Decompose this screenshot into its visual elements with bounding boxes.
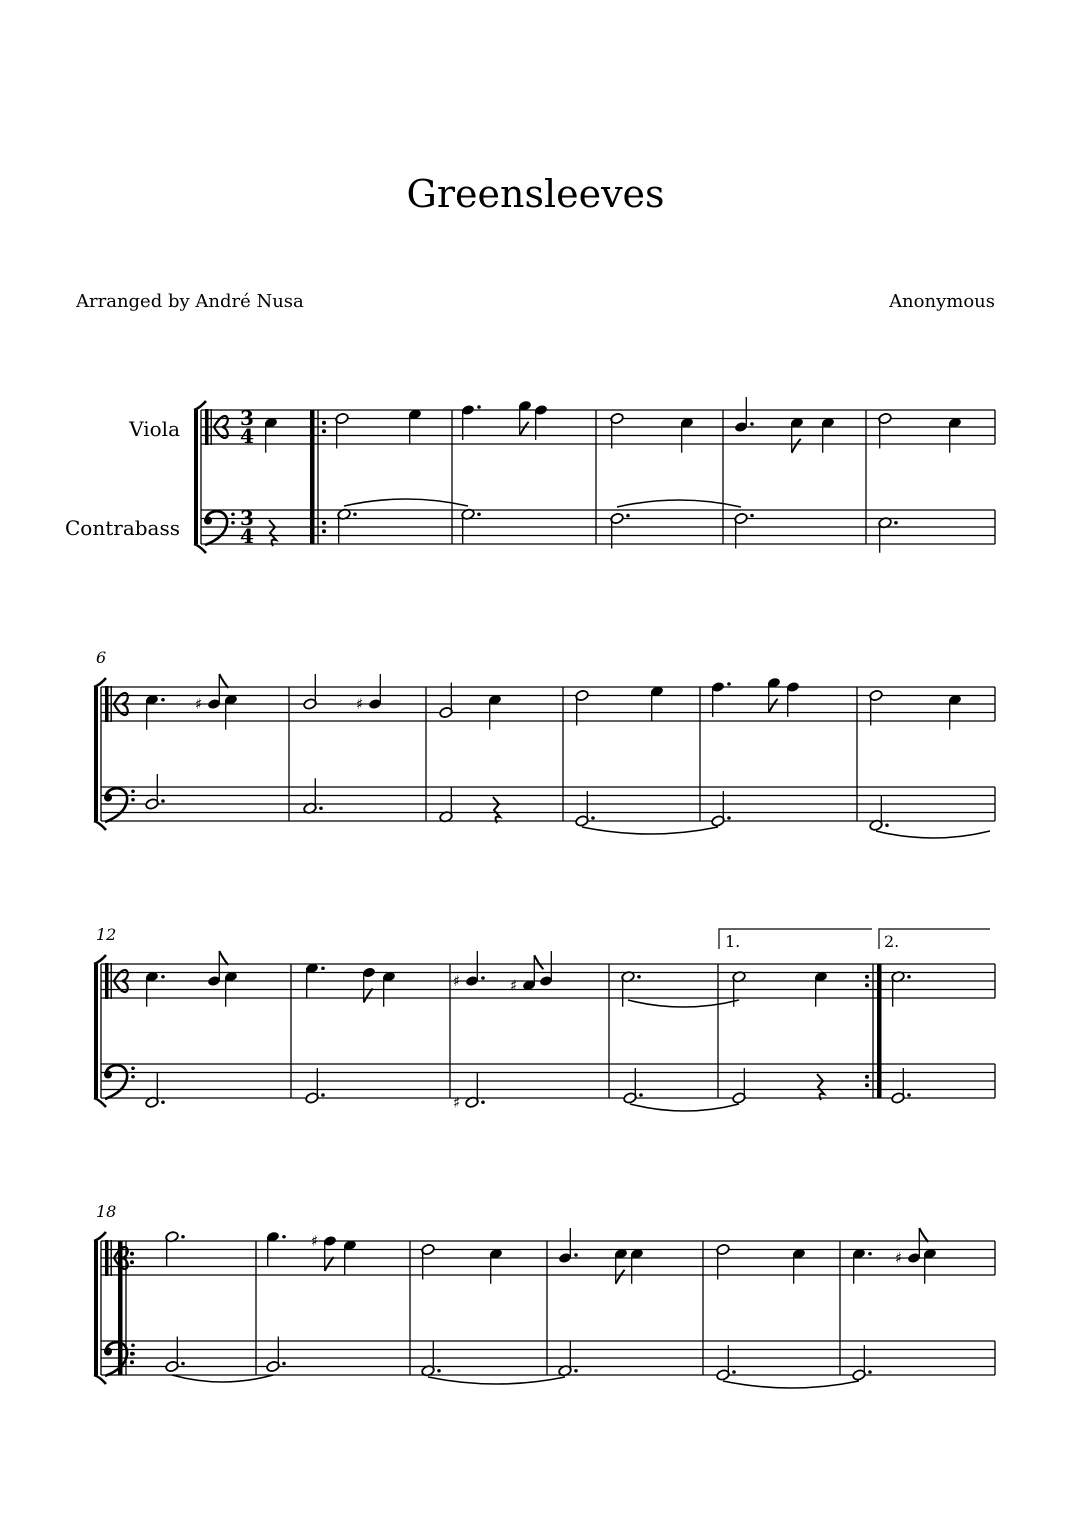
note-flag bbox=[325, 1257, 334, 1271]
note-dot bbox=[353, 512, 357, 516]
bass-clef-dot bbox=[131, 1066, 135, 1070]
note-flag bbox=[769, 699, 778, 713]
sharp-sign: ♯ bbox=[510, 976, 518, 995]
time-signature-denominator: 4 bbox=[240, 524, 254, 548]
alto-clef bbox=[114, 693, 128, 704]
note-dot bbox=[639, 1093, 643, 1097]
repeat-thick-barline bbox=[310, 410, 315, 544]
tie bbox=[628, 1000, 739, 1007]
note-dot bbox=[868, 1370, 872, 1374]
repeat-dot bbox=[130, 1252, 134, 1256]
tie bbox=[172, 1375, 273, 1382]
alto-clef bbox=[214, 416, 228, 427]
sharp-sign: ♯ bbox=[195, 695, 203, 713]
note-dot bbox=[732, 1370, 736, 1374]
note-dot bbox=[321, 1093, 325, 1097]
bass-clef bbox=[104, 1071, 112, 1079]
sharp-sign: ♯ bbox=[356, 695, 364, 713]
tie bbox=[582, 827, 718, 834]
bass-clef-dot bbox=[131, 1343, 135, 1347]
note-dot bbox=[161, 799, 165, 803]
repeat-thick-barline bbox=[118, 1241, 123, 1375]
note-dot bbox=[750, 422, 754, 426]
note-dot bbox=[321, 966, 325, 970]
bass-clef-dot bbox=[231, 521, 235, 525]
repeat-dot bbox=[130, 1260, 134, 1264]
note-dot bbox=[885, 823, 889, 827]
note-flag bbox=[919, 1228, 928, 1242]
alto-clef bbox=[105, 963, 109, 999]
bracket-hook-top bbox=[94, 1232, 106, 1241]
measure-number-12: 12 bbox=[96, 925, 117, 944]
bass-clef bbox=[105, 788, 127, 822]
alto-clef bbox=[114, 981, 128, 992]
note-flag bbox=[364, 989, 373, 1003]
system-bracket bbox=[94, 964, 98, 1098]
note-dot bbox=[437, 1369, 441, 1373]
note-flag bbox=[520, 422, 529, 436]
time-signature-numerator: 3 bbox=[240, 506, 254, 530]
note-flag bbox=[219, 674, 228, 688]
contrabass-label: Contrabass bbox=[65, 516, 180, 540]
note-dot bbox=[181, 1235, 185, 1239]
viola-label: Viola bbox=[129, 417, 180, 441]
tie bbox=[876, 831, 990, 838]
sharp-sign: ♯ bbox=[453, 1093, 461, 1112]
bass-clef bbox=[104, 1348, 112, 1356]
repeat-dot bbox=[865, 1075, 869, 1079]
bracket-hook-bottom bbox=[94, 1375, 106, 1384]
note-dot bbox=[637, 975, 641, 979]
repeat-thick-barline bbox=[877, 964, 882, 1098]
bass-clef-dot bbox=[131, 1075, 135, 1079]
repeat-dot bbox=[865, 983, 869, 987]
time-signature-numerator: 3 bbox=[240, 406, 254, 430]
alto-clef bbox=[111, 686, 112, 722]
bass-clef bbox=[104, 794, 112, 802]
bracket-hook-bottom bbox=[94, 1098, 106, 1107]
bass-clef bbox=[205, 511, 227, 545]
note-dot bbox=[481, 1100, 485, 1104]
repeat-dot bbox=[130, 1360, 134, 1364]
alto-clef bbox=[205, 409, 209, 445]
system-bracket bbox=[94, 1241, 98, 1375]
sharp-sign: ♯ bbox=[311, 1232, 319, 1250]
alto-clef bbox=[111, 963, 112, 999]
note-flag bbox=[616, 1270, 625, 1284]
note-dot bbox=[319, 806, 323, 810]
measure-number-6: 6 bbox=[96, 648, 107, 667]
bass-clef-dot bbox=[131, 789, 135, 793]
score-title: Greensleeves bbox=[406, 172, 665, 216]
note-dot bbox=[750, 514, 754, 518]
note-flag bbox=[219, 951, 228, 965]
repeat-dot bbox=[865, 975, 869, 979]
bass-clef bbox=[105, 1342, 127, 1376]
repeat-dot bbox=[322, 421, 326, 425]
note-dot bbox=[161, 698, 165, 702]
time-signature-denominator: 4 bbox=[240, 424, 254, 448]
arranger-credit: Arranged by André Nusa bbox=[76, 291, 304, 312]
alto-clef bbox=[105, 1240, 109, 1276]
repeat-dot bbox=[322, 429, 326, 433]
bass-clef-dot bbox=[231, 512, 235, 516]
alto-clef bbox=[211, 409, 212, 445]
measure-number-18: 18 bbox=[96, 1202, 117, 1221]
note-flag bbox=[792, 439, 801, 453]
bracket-hook-top bbox=[94, 955, 106, 964]
bracket-hook-bottom bbox=[94, 821, 106, 830]
note-dot bbox=[181, 1362, 185, 1366]
note-dot bbox=[894, 521, 898, 525]
quarter-rest bbox=[493, 797, 500, 823]
quarter-rest bbox=[269, 520, 276, 546]
bass-clef bbox=[105, 1065, 127, 1099]
note-dot bbox=[591, 816, 595, 820]
note-dot bbox=[907, 975, 911, 979]
volta-1-label: 1. bbox=[725, 932, 741, 951]
composer-credit: Anonymous bbox=[889, 291, 995, 312]
alto-clef bbox=[111, 1240, 112, 1276]
tie bbox=[344, 499, 468, 506]
sharp-sign: ♯ bbox=[453, 972, 461, 990]
note-dot bbox=[481, 976, 485, 980]
repeat-dot bbox=[130, 1352, 134, 1356]
tie bbox=[723, 1381, 859, 1388]
repeat-dot bbox=[322, 529, 326, 533]
note-dot bbox=[282, 1362, 286, 1366]
system-bracket bbox=[194, 410, 198, 544]
bracket-hook-top bbox=[94, 678, 106, 687]
bass-clef bbox=[204, 517, 212, 525]
repeat-dot bbox=[865, 1083, 869, 1087]
sharp-sign: ♯ bbox=[895, 1249, 903, 1267]
note-dot bbox=[626, 514, 630, 518]
alto-clef bbox=[114, 704, 128, 715]
volta-2-label: 2. bbox=[884, 932, 900, 951]
note-dot bbox=[477, 405, 481, 409]
bracket-hook-bottom bbox=[194, 544, 206, 553]
alto-clef bbox=[214, 427, 228, 438]
note-dot bbox=[477, 512, 481, 516]
note-dot bbox=[868, 1252, 872, 1256]
note-dot bbox=[727, 682, 731, 686]
alto-clef bbox=[105, 686, 109, 722]
note-dot bbox=[574, 1369, 578, 1373]
note-dot bbox=[907, 1093, 911, 1097]
note-dot bbox=[161, 975, 165, 979]
note-flag bbox=[534, 955, 543, 969]
bracket-hook-top bbox=[194, 401, 206, 410]
repeat-dot bbox=[322, 521, 326, 525]
note-dot bbox=[727, 816, 731, 820]
alto-clef bbox=[114, 970, 128, 981]
note-dot bbox=[161, 1100, 165, 1104]
bass-clef-dot bbox=[131, 798, 135, 802]
system-bracket bbox=[94, 687, 98, 821]
note-dot bbox=[282, 1235, 286, 1239]
note-dot bbox=[574, 1253, 578, 1257]
quarter-rest bbox=[817, 1074, 824, 1100]
tie bbox=[428, 1377, 565, 1384]
tie bbox=[630, 1104, 739, 1111]
volta-bracket bbox=[719, 929, 872, 949]
